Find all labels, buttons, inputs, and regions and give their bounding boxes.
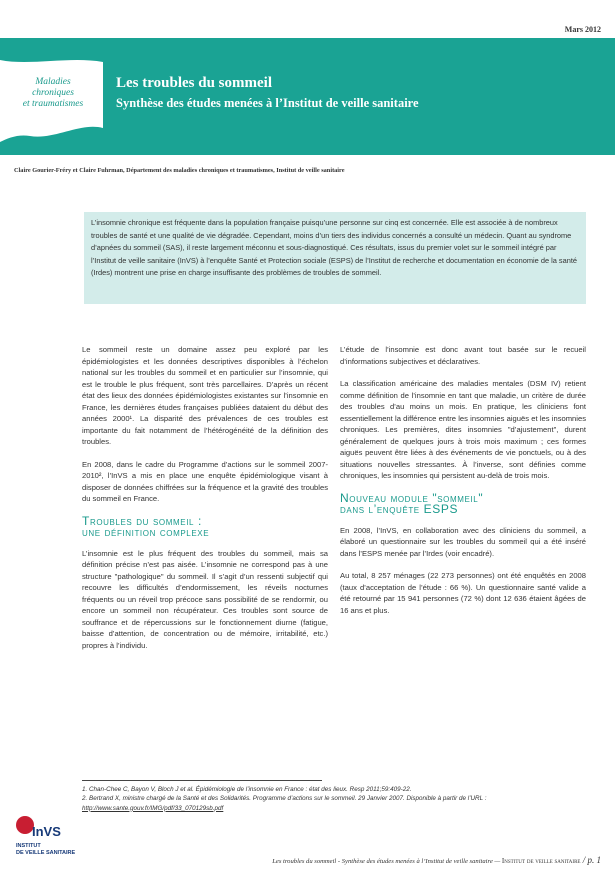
footnotes (82, 785, 552, 813)
document-title: Les troubles du sommeil (116, 75, 272, 91)
paragraph: En 2008, l’InVS, en collaboration avec des cliniciens du sommeil, a élaboré un questionnaire sur les troubles du sommeil qui a été inséré dans l’ESPS menée par l’Irdes (voir encadré). (340, 525, 586, 558)
paragraph: Au total, 8 257 ménages (22 273 personnes) ont été enquêtés en 2008 (taux d’acceptation de l’étude : 66 %). Un questionnaire santé valide a été retourné par 15 941 personnes (72 %) dont 12 636 étaient âgées de 16 ans et plus. (340, 571, 586, 615)
category-tag-line: chroniques (32, 88, 74, 98)
paragraph: En 2008, dans le cadre du Programme d’actions sur le sommeil 2007-2010², l’InVS a mis en place une enquête épidémiologique visant à disposer de données chiffrées sur la fréquence et la gravité des troubles du sommeil en France. (82, 459, 328, 503)
footnote-url-link[interactable]: http://www.sante.gouv.fr/IMG/pdf/33_070129sb.pdf (82, 804, 224, 812)
page-number: / p. 1 (580, 855, 601, 865)
invs-logo (12, 816, 76, 864)
paragraph: L’insomnie est le plus fréquent des troubles du sommeil, mais sa définition précise n’est pas aisée. L’insomnie ne correspond pas à une structure "pathologique" du sommeil. Il s’agit d’un ressenti subjectif qui recouvre les difficultés d’endormissement, les réveils nocturnes fréquents ou un réveil trop précoce sans possibilité de se rendormir, ou encore un sommeil non récupérateur. Ces troubles sont source de souffrance et de répercussions sur le fonctionnement diurne (fatigue, baisse d’attention, de concentration ou de mémoire, irritabilité, etc.) propres à l’individu. (82, 548, 328, 650)
section-title-line: Troubles du sommeil : (82, 513, 202, 528)
category-tag (8, 77, 98, 110)
section-title-definition (82, 513, 328, 539)
right-column (340, 344, 586, 627)
logo-name: InVS (32, 824, 61, 839)
section-title-module (340, 490, 586, 516)
footer-text: Les troubles du sommeil - Synthèse des études menées à l’Institut de veille sanitaire — (272, 858, 502, 865)
footnote-2: 2. Bertrand X, ministre chargé de la Santé et des Solidarités. Programme d’actions sur le sommeil. 29 Janvier 2007. Disponible à partir de l’URL : (82, 795, 487, 803)
category-tag-line: et traumatismes (22, 99, 84, 109)
page-footer (272, 855, 601, 865)
category-tag-line: Maladies (35, 77, 71, 87)
left-column (82, 344, 328, 662)
logo-line: INSTITUT (16, 843, 41, 849)
section-title-line: une définition complexe (82, 525, 210, 539)
section-title-line: dans l’enquête ESPS (340, 502, 459, 516)
footnote-divider (82, 780, 322, 781)
footnote-1: 1. Chan-Chee C, Bayon V, Bloch J et al. Épidémiologie de l’insomnie en France : état des lieux. Resp 2011;59:409-22. (82, 786, 412, 793)
section-title-line: Nouveau module "sommeil" (340, 490, 484, 505)
logo-line: DE VEILLE SANITAIRE (16, 850, 76, 856)
paragraph: Le sommeil reste un domaine assez peu exploré par les épidémiologistes et les données descriptives disponibles à l’échelon national sur les troubles du sommeil et en particulier sur l’insomnie, qui est le trouble le plus fréquent, sont très parcellaires. D’après un récent état des lieux des données épidémiologistes existantes sur l’insomnie en France, les dernières études françaises publiées dataient du début des années 2000¹. La disparité des prévalences de ces troubles est importante du fait notamment de l’hétérogénéité de la définition des troubles. (82, 345, 328, 446)
authors-line: Claire Gourier-Fréry et Claire Fuhrman, Département des maladies chroniques et traumatismes, Institut de veille sanitaire (14, 167, 345, 174)
footer-institution: Institut de veille sanitaire (501, 857, 581, 865)
document-subtitle: Synthèse des études menées à l’Institut de veille sanitaire (116, 96, 419, 110)
publication-date: Mars 2012 (564, 25, 601, 34)
paragraph: La classification américaine des maladies mentales (DSM IV) retient comme définition de l’insomnie en tant que maladie, un critère de durée des troubles d’au moins un mois. En pratique, les cliniciens font essentiellement la différence entre les insomnies aiguës et les insomnies chroniques. Les premières, dites insomnies "d’ajustement", durent généralement de quelques jours à trois mois maximum ; ces formes aiguës peuvent être liées à des événements de vie ponctuels, ou à des situations nouvelles stressantes. À l’inverse, sont définies comme chroniques, les insomnies qui persistent au-delà de trois mois. (340, 379, 586, 480)
paragraph: L’étude de l’insomnie est donc avant tout basée sur le recueil d’informations subjectives et déclaratives. (340, 345, 586, 366)
summary-box: L’insomnie chronique est fréquente dans la population française puisqu’une personne sur cinq est concernée. Elle est associée à de nombreux troubles de santé et une qualité de vie dégradée. Cependant, moins d’un tiers des individus concernés a consulté un médecin. Quant au syndrome d’apnées du sommeil (SAS), il reste largement méconnu et sous-diagnostiqué. Ces résultats, issus du premier volet sur le sommeil intégré par l’Institut de veille sanitaire (InVS) à l’enquête Santé et Protection sociale (ESPS) de l’Institut de recherche et documentation en économie de la santé (Irdes) montrent une prise en charge insuffisante des problèmes de troubles de sommeil. (84, 212, 586, 304)
